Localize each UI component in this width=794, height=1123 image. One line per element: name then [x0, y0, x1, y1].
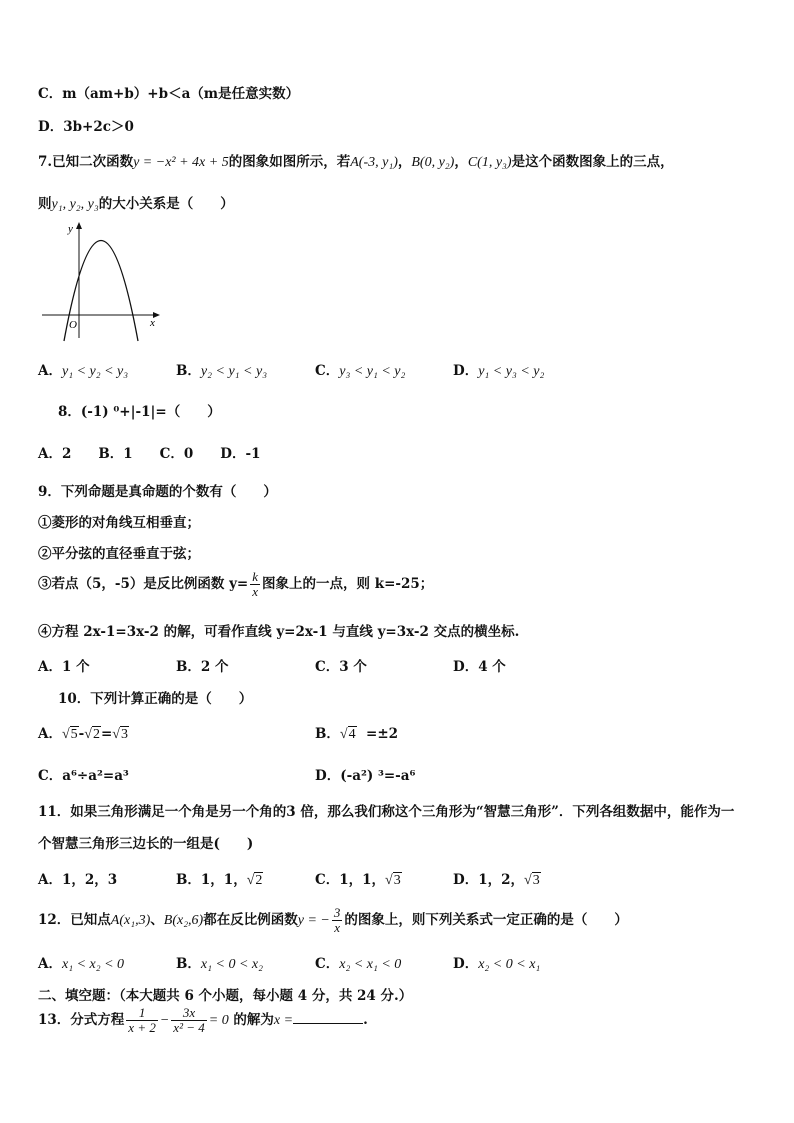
option-math: y₂ < y₁ < y₃: [200, 364, 268, 379]
radicand: 3: [532, 873, 540, 888]
option-letter: B．: [176, 363, 201, 379]
q12-option-c: [315, 952, 401, 973]
sqrt-2: √2: [84, 727, 100, 742]
q7-parabola-graph: [38, 218, 168, 343]
sqrt-3: √3: [524, 873, 540, 888]
q7-option-a: [38, 359, 128, 380]
q7-stem-text: 7.已知二次函数: [38, 154, 134, 170]
fraction-k-over-x: [250, 570, 260, 599]
option-math: y₁ < y₃ < y₂: [478, 364, 545, 379]
option-letter: C．: [315, 363, 340, 379]
q12-option-a: [38, 952, 124, 973]
q7-stem-text: 的大小关系是（ ）: [98, 196, 234, 212]
period: .: [363, 1012, 368, 1028]
q7-point-c: C(1, y₃): [467, 155, 512, 170]
q12-stem: [38, 906, 628, 935]
q9-statement-2: ②平分弦的直径垂直于弦；: [38, 546, 200, 562]
fraction-1-over-x-plus-2: [126, 1006, 158, 1035]
option-text: B．1，1，: [176, 872, 247, 888]
stem-text: 13．分式方程: [38, 1012, 125, 1028]
option-letter: D．: [453, 956, 479, 972]
q12-option-d: [453, 952, 540, 973]
fraction-denominator: x + 2: [128, 1020, 156, 1035]
statement-text: ③若点（5，-5）是反比例函数 y=: [38, 576, 249, 592]
radicand: 5: [70, 727, 78, 742]
x-axis-label: x: [150, 317, 155, 329]
q10-option-a: [38, 722, 129, 743]
stem-text: 的图象上，则下列关系式一定正确的是（ ）: [344, 912, 628, 928]
q12-point-b: B(x₂,6): [163, 913, 204, 928]
x-equals: x =: [273, 1013, 294, 1028]
y-axis-arrow-icon: [76, 222, 82, 229]
option-letter: C．: [315, 956, 340, 972]
stem-text: 都在反比例函数: [203, 912, 298, 928]
option-letter: A．: [38, 956, 62, 972]
q10-option-b: [315, 722, 398, 743]
radicand: 3: [120, 727, 128, 742]
fraction-denominator: x: [334, 920, 340, 935]
q7-stem-line1: [38, 150, 674, 171]
option-letter: A．: [38, 363, 62, 379]
option-math: x₁ < 0 < x₂: [200, 957, 263, 972]
q7-variables: y₁, y₂, y₃: [51, 197, 99, 212]
q12-point-a: A(x₁,3): [110, 913, 151, 928]
q6-option-c: C．m（am+b）+b＜a（m是任意实数）: [38, 86, 300, 102]
q9-option-d: D．4 个: [453, 659, 506, 675]
stem-text: 的解为: [233, 1012, 274, 1028]
operator: -: [78, 726, 85, 742]
q7-option-d: [453, 359, 544, 380]
y-axis-label: y: [68, 223, 73, 235]
q9-stem: 9．下列命题是真命题的个数有（ ）: [38, 484, 277, 500]
q7-separator: ，: [397, 154, 412, 170]
answer-blank[interactable]: [293, 1023, 363, 1024]
fraction-numerator: 3: [333, 905, 341, 920]
q7-stem-text: 的图象如图所示，若: [228, 154, 351, 170]
operator: −: [159, 1013, 170, 1028]
sqrt-4: √4: [339, 727, 356, 742]
q7-option-b: [176, 359, 267, 380]
q7-stem-text: 是这个函数图象上的三点，: [511, 154, 674, 170]
fraction-3-over-x: [332, 906, 343, 935]
option-math: x₂ < x₁ < 0: [339, 957, 402, 972]
separator: 、: [150, 912, 164, 928]
fraction-denominator: x² − 4: [173, 1020, 205, 1035]
option-text: =±2: [366, 726, 399, 742]
option-letter: D．: [453, 363, 479, 379]
q9-option-c: C．3 个: [315, 659, 367, 675]
radicand: 3: [393, 873, 401, 888]
q11-option-b: [176, 868, 263, 889]
q9-statement-4: ④方程 2x-1=3x-2 的解，可看作直线 y=2x-1 与直线 y=3x-2 交点的横坐标.: [38, 624, 520, 640]
option-letter: B．: [315, 726, 340, 742]
q10-option-c: C．a⁶÷a²=a³: [38, 768, 129, 784]
q11-option-a: A．1，2，3: [38, 872, 118, 888]
q11-option-c: [315, 868, 402, 889]
equals-zero: = 0: [208, 1013, 229, 1028]
operator: =: [100, 726, 113, 742]
radicand: 2: [255, 873, 263, 888]
q10-option-d: D．(-a²) ³=-a⁶: [315, 768, 416, 784]
q9-statement-1: ①菱形的对角线互相垂直；: [38, 515, 200, 531]
radicand: 2: [92, 727, 100, 742]
option-math: y₁ < y₂ < y₃: [61, 364, 129, 379]
q7-option-c: [315, 359, 405, 380]
q11-option-d: [453, 868, 541, 889]
option-math: x₂ < 0 < x₁: [478, 957, 541, 972]
q9-option-a: A．1 个: [38, 659, 90, 675]
q7-point-a: A(-3, y₁): [350, 155, 398, 170]
q7-stem-line2: [38, 192, 234, 213]
q10-stem: 10．下列计算正确的是（ ）: [58, 691, 253, 707]
fraction-numerator: 3x: [171, 1006, 206, 1021]
q13-stem: [38, 1006, 368, 1035]
sqrt-3: √3: [385, 873, 401, 888]
option-text: D．1，2，: [453, 872, 524, 888]
fraction-numerator: 1: [126, 1006, 158, 1021]
origin-label: O: [69, 319, 77, 331]
statement-text: 图象上的一点，则 k=-25；: [262, 576, 434, 592]
q9-option-b: B．2 个: [176, 659, 229, 675]
q7-point-b: B(0, y₂): [411, 155, 455, 170]
option-math: y₃ < y₁ < y₂: [339, 364, 406, 379]
q9-statement-3: [38, 570, 433, 599]
stem-text: 12．已知点: [38, 912, 111, 928]
fraction-denominator: x: [252, 584, 259, 599]
option-math: x₁ < x₂ < 0: [61, 957, 125, 972]
function-lhs: y = −: [297, 913, 330, 928]
q11-stem-line2: 个智慧三角形三边长的一组是( ): [38, 836, 254, 852]
q12-option-b: [176, 952, 263, 973]
fraction-numerator: k: [252, 569, 259, 584]
q7-function: y = −x² + 4x + 5: [133, 155, 229, 170]
sqrt-2: √2: [246, 873, 263, 888]
q8-stem: 8．(-1) ⁰+|-1|=（ ）: [58, 404, 221, 420]
q7-separator: ，: [454, 154, 468, 170]
option-text: C．1，1，: [315, 872, 386, 888]
q11-stem-line1: 11．如果三角形满足一个角是另一个角的3 倍，那么我们称这个三角形为“智慧三角形”．下列各组数据中，能作为一: [38, 804, 735, 820]
section-2-title: 二、填空题：（本大题共 6 个小题，每小题 4 分，共 24 分.）: [38, 988, 413, 1004]
radicand: 4: [348, 727, 356, 742]
option-letter: A．: [38, 726, 62, 742]
sqrt-5: √5: [61, 727, 78, 742]
q6-option-d: D．3b+2c＞0: [38, 119, 134, 135]
q7-stem-text: 则: [38, 196, 52, 212]
q8-options: A．2 B．1 C．0 D．-1: [38, 446, 261, 462]
sqrt-3: √3: [112, 727, 128, 742]
option-letter: B．: [176, 956, 201, 972]
fraction-3x-over-x2-minus-4: [171, 1006, 206, 1035]
